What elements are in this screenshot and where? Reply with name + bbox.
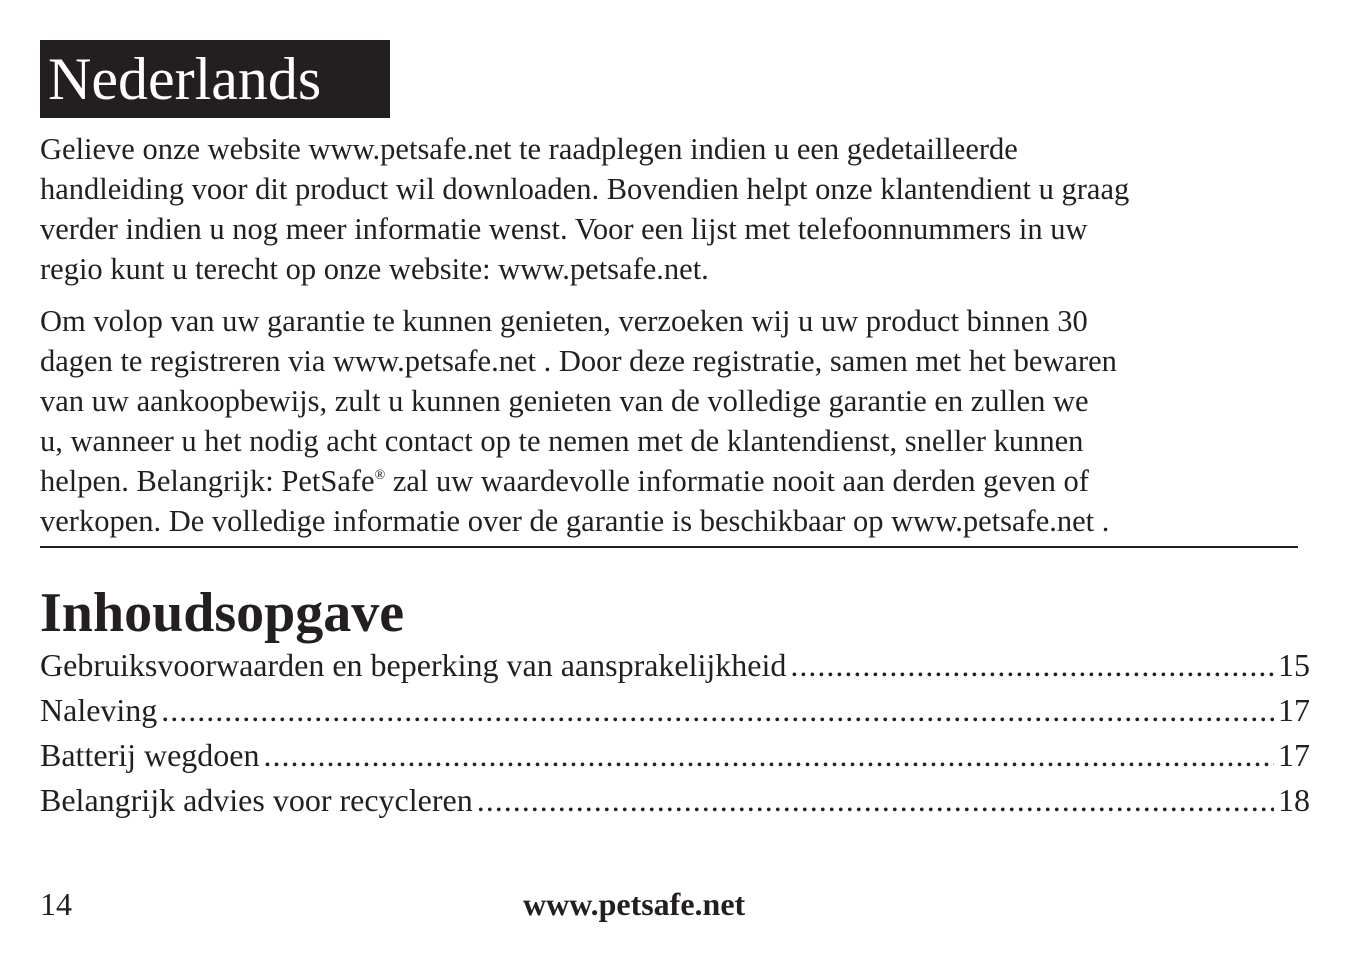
toc-entry-page: 17 <box>1278 737 1310 773</box>
toc-entry <box>40 688 1310 733</box>
toc-entry-label: Naleving <box>40 692 158 728</box>
text-line: Gelieve onze website www.petsafe.net te raadplegen indien u een gedetailleerde <box>40 132 1018 166</box>
text-line <box>40 461 1330 501</box>
toc-entry-page: 18 <box>1278 782 1310 818</box>
toc-entry <box>40 778 1310 823</box>
text-line: dagen te registreren via www.petsafe.net . Door deze registratie, samen met het bewaren <box>40 344 1117 378</box>
text-line: verkopen. De volledige informatie over de garantie is beschikbaar op www.petsafe.net . <box>40 504 1110 538</box>
toc-entry-label: Gebruiksvoorwaarden en beperking van aansprakelijkheid <box>40 647 787 683</box>
toc-leader-dots <box>790 643 1274 688</box>
toc-entry <box>40 733 1310 778</box>
text-line: regio kunt u terecht op onze website: www.petsafe.net. <box>40 252 709 286</box>
text-fragment: helpen. Belangrijk: PetSafe <box>40 464 375 498</box>
text-line: verder indien u nog meer informatie wenst. Voor een lijst met telefoonnummers in uw <box>40 212 1088 246</box>
toc-entry-label: Belangrijk advies voor recycleren <box>40 782 473 818</box>
text-fragment: zal uw waardevolle informatie nooit aan derden geven of <box>385 464 1089 498</box>
table-of-contents <box>40 643 1310 823</box>
text-line: Om volop van uw garantie te kunnen genieten, verzoeken wij u uw product binnen 30 <box>40 304 1088 338</box>
text-line: u, wanneer u het nodig acht contact op te nemen met de klantendienst, sneller kunnen <box>40 424 1084 458</box>
toc-entry <box>40 643 1310 688</box>
language-heading: Nederlands <box>40 40 390 118</box>
footer-website-url: www.petsafe.net <box>523 886 746 922</box>
intro-paragraph-warranty <box>40 301 1330 541</box>
toc-entry-label: Batterij wegdoen <box>40 737 260 773</box>
section-divider <box>40 546 1298 548</box>
toc-entry-page: 17 <box>1278 692 1310 728</box>
intro-paragraph-website <box>40 129 1330 289</box>
toc-leader-dots <box>477 778 1274 823</box>
toc-title: Inhoudsopgave <box>40 582 405 644</box>
text-line: van uw aankoopbewijs, zult u kunnen genieten van de volledige garantie en zullen we <box>40 384 1089 418</box>
toc-leader-dots <box>161 688 1274 733</box>
page-number: 14 <box>40 886 72 922</box>
registered-trademark-mark: ® <box>374 468 386 483</box>
text-line: handleiding voor dit product wil downloaden. Bovendien helpt onze klantendient u graag <box>40 172 1130 206</box>
toc-entry-page: 15 <box>1278 647 1310 683</box>
toc-leader-dots <box>263 733 1274 778</box>
